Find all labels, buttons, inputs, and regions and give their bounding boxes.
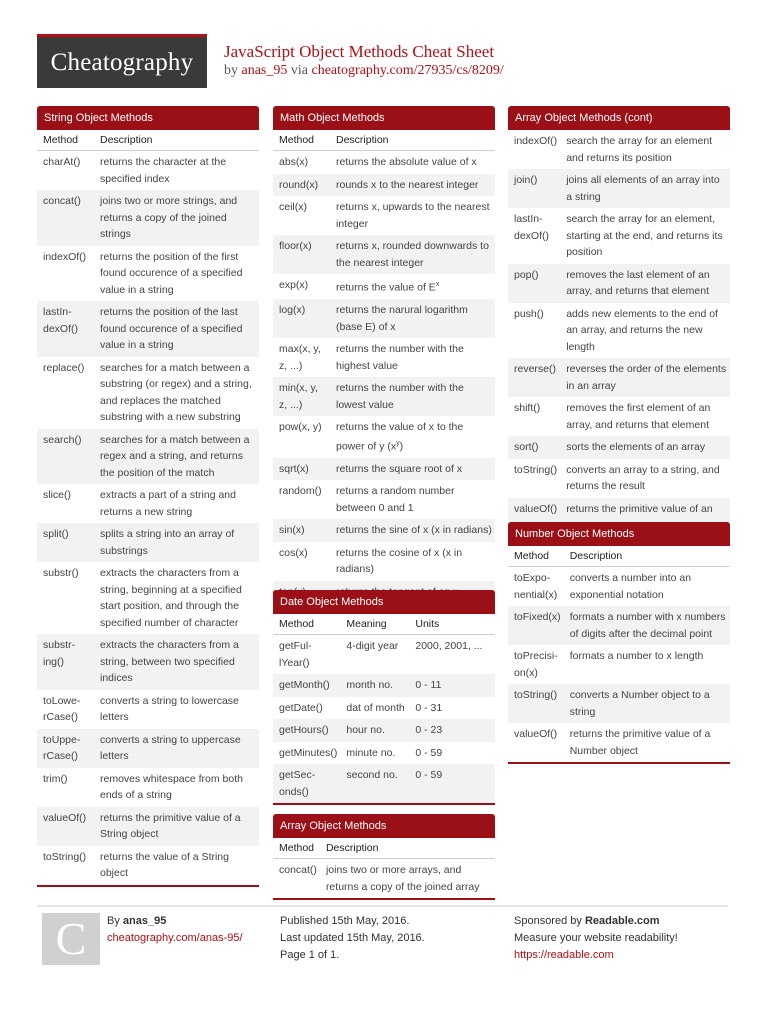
description-cell: adds new elements to the end of an array, and returns the new length — [560, 303, 730, 359]
description-cell: searches for a match between a regex and a string, and returns the position of the match — [94, 429, 259, 485]
section-array — [273, 814, 495, 900]
footer-author-name: anas_95 — [122, 915, 167, 927]
table-row — [273, 480, 495, 519]
table-row — [273, 151, 495, 174]
sponsored-label: Sponsored by — [514, 915, 582, 927]
updated-date: Last updated 15th May, 2016. — [280, 932, 425, 944]
description-cell: extracts a part of a string and returns a new string — [94, 484, 259, 523]
table-header — [273, 838, 495, 859]
description-cell: returns x, rounded downwards to the nearest integer — [330, 235, 495, 274]
method-name: toFixed(x) — [508, 606, 564, 645]
description-cell: formats a number with x numbers of digits after the decimal point — [564, 606, 730, 645]
table-row — [508, 606, 730, 645]
table-row — [37, 190, 259, 246]
units-cell: 0 - 31 — [409, 697, 495, 720]
array-cont-methods-table — [508, 130, 730, 537]
description-cell: converts a string to lowercase letters — [94, 690, 259, 729]
method-name: valueOf() — [508, 723, 564, 762]
method-name: toString() — [508, 684, 564, 723]
published-date: Published 15th May, 2016. — [280, 915, 410, 927]
table-row — [273, 196, 495, 235]
units-cell: 2000, 2001, ... — [409, 635, 495, 675]
via-text: via — [290, 63, 308, 78]
description-cell: returns a random number between 0 and 1 — [330, 480, 495, 519]
description-cell: minute no. — [340, 742, 409, 765]
column-header: Method — [273, 130, 330, 151]
sponsor-name: Readable.com — [584, 915, 660, 927]
method-name: sin(x) — [273, 519, 330, 542]
footer-divider — [37, 905, 728, 907]
description-cell: joins two or more arrays, and returns a copy of the joined array — [320, 859, 495, 899]
method-name: indexOf() — [508, 130, 560, 169]
description-cell: second no. — [340, 764, 409, 803]
method-name: getMinutes() — [273, 742, 340, 765]
method-name: round(x) — [273, 174, 330, 197]
footer-author — [107, 913, 243, 947]
table-row — [37, 151, 259, 191]
table-row — [273, 697, 495, 720]
table-row — [37, 246, 259, 302]
table-row — [508, 397, 730, 436]
column-header: Method — [273, 614, 340, 635]
units-cell: 0 - 23 — [409, 719, 495, 742]
table-row — [273, 764, 495, 803]
section-date — [273, 590, 495, 805]
table-row — [273, 542, 495, 581]
table-header — [37, 130, 259, 151]
method-name: toExpo-nential(x) — [508, 567, 564, 607]
table-row — [37, 846, 259, 885]
table-row — [37, 634, 259, 690]
table-row — [273, 742, 495, 765]
table-row — [37, 523, 259, 562]
page-number: Page 1 of 1. — [280, 949, 340, 961]
description-cell: removes the last element of an array, and returns that element — [560, 264, 730, 303]
method-name: exp(x) — [273, 274, 330, 299]
description-cell: search the array for an element and returns its position — [560, 130, 730, 169]
column-header: Method — [273, 838, 320, 859]
section-title: Math Object Methods — [273, 106, 495, 130]
method-name: pow(x, y) — [273, 416, 330, 458]
section-divider — [273, 803, 495, 805]
description-cell: sorts the elements of an array — [560, 436, 730, 459]
description-cell: returns the primitive value of an — [560, 498, 730, 537]
page-title: JavaScript Object Methods Cheat Sheet — [224, 42, 495, 61]
method-name: floor(x) — [273, 235, 330, 274]
method-name: split() — [37, 523, 94, 562]
table-row — [508, 723, 730, 762]
description-cell: extracts the characters from a string, between two specified indices — [94, 634, 259, 690]
method-name: ceil(x) — [273, 196, 330, 235]
description-cell: returns the position of the last found occurence of a specified value in a string — [94, 301, 259, 357]
description-cell: returns the sine of x (x in radians) — [330, 519, 495, 542]
section-divider — [273, 898, 495, 900]
column-header: Description — [94, 130, 259, 151]
table-row — [273, 674, 495, 697]
array-methods-table — [273, 838, 495, 898]
description-cell: month no. — [340, 674, 409, 697]
section-divider — [37, 885, 259, 887]
method-name: concat() — [273, 859, 320, 899]
table-row — [37, 562, 259, 634]
method-name: cos(x) — [273, 542, 330, 581]
description-cell: returns the value of $E^x$ — [330, 274, 495, 299]
description-cell: returns x, upwards to the nearest integer — [330, 196, 495, 235]
method-name: push() — [508, 303, 560, 359]
column-header: Description — [564, 546, 730, 567]
description-cell: returns the position of the first found occurence of a specified value in a string — [94, 246, 259, 302]
description-cell: converts an array to a string, and returns the result — [560, 459, 730, 498]
column-header: Method — [508, 546, 564, 567]
method-name: join() — [508, 169, 560, 208]
section-title: Array Object Methods — [273, 814, 495, 838]
table-row — [273, 235, 495, 274]
sponsor-tagline: Measure your website readability! — [514, 932, 678, 944]
description-cell: dat of month — [340, 697, 409, 720]
method-name: getHours() — [273, 719, 340, 742]
table-row — [273, 299, 495, 338]
column-header: Method — [37, 130, 94, 151]
method-name: max(x, y, z, ...) — [273, 338, 330, 377]
method-name: search() — [37, 429, 94, 485]
table-header — [273, 614, 495, 635]
table-row — [273, 859, 495, 899]
description-cell: search the array for an element, starting at the end, and returns its position — [560, 208, 730, 264]
table-row — [508, 459, 730, 498]
description-cell: returns the narural logarithm (base E) of x — [330, 299, 495, 338]
section-title: Date Object Methods — [273, 590, 495, 614]
description-cell: joins all elements of an array into a string — [560, 169, 730, 208]
description-cell: returns the absolute value of x — [330, 151, 495, 174]
method-name: charAt() — [37, 151, 94, 191]
method-name: sort() — [508, 436, 560, 459]
table-row — [273, 274, 495, 299]
sheet-url-link[interactable]: cheatography.com/27935/cs/8209/ — [311, 63, 504, 78]
method-name: getSec-onds() — [273, 764, 340, 803]
method-name: random() — [273, 480, 330, 519]
method-name: getDate() — [273, 697, 340, 720]
column-header: Meaning — [340, 614, 409, 635]
units-cell: 0 - 11 — [409, 674, 495, 697]
table-header — [273, 130, 495, 151]
author-profile-link[interactable]: cheatography.com/anas-95/ — [107, 932, 243, 944]
table-row — [37, 484, 259, 523]
units-cell: 0 - 59 — [409, 764, 495, 803]
table-row — [273, 458, 495, 481]
method-name: trim() — [37, 768, 94, 807]
method-name: shift() — [508, 397, 560, 436]
author-link[interactable]: anas_95 — [241, 63, 288, 78]
number-methods-table — [508, 546, 730, 762]
logo-text: Cheatography — [50, 49, 194, 76]
method-name: toString() — [37, 846, 94, 885]
column-header: Description — [320, 838, 495, 859]
description-cell: converts a string to uppercase letters — [94, 729, 259, 768]
method-name: getFul-lYear() — [273, 635, 340, 675]
column-header: Units — [409, 614, 495, 635]
method-name: indexOf() — [37, 246, 94, 302]
method-name: lastIn-dexOf() — [508, 208, 560, 264]
method-name: concat() — [37, 190, 94, 246]
method-name: toString() — [508, 459, 560, 498]
description-cell: rounds x to the nearest integer — [330, 174, 495, 197]
table-row — [273, 416, 495, 458]
string-methods-table — [37, 130, 259, 885]
description-cell: returns the primitive value of a Number object — [564, 723, 730, 762]
description-cell: searches for a match between a substring (or regex) and a string, and replaces the matched substring with a new substring — [94, 357, 259, 429]
header-byline — [224, 63, 504, 79]
table-row — [37, 807, 259, 846]
method-name: substr() — [37, 562, 94, 634]
section-number — [508, 522, 730, 764]
description-cell: returns the cosine of x (x in radians) — [330, 542, 495, 581]
by-prefix: by — [224, 63, 238, 78]
table-row — [508, 567, 730, 607]
table-row — [273, 519, 495, 542]
description-cell: splits a string into an array of substrings — [94, 523, 259, 562]
method-name: abs(x) — [273, 151, 330, 174]
footer-dates — [280, 913, 425, 964]
section-title: String Object Methods — [37, 106, 259, 130]
footer-sponsor — [514, 913, 678, 964]
section-string — [37, 106, 259, 887]
table-row — [37, 357, 259, 429]
description-cell: returns the number with the lowest value — [330, 377, 495, 416]
description-cell: returns the primitive value of a String object — [94, 807, 259, 846]
author-avatar[interactable]: C — [42, 913, 100, 965]
section-math — [273, 106, 495, 605]
date-methods-table — [273, 614, 495, 803]
table-row — [37, 729, 259, 768]
method-name: toUppe-rCase() — [37, 729, 94, 768]
table-row — [37, 429, 259, 485]
description-cell: returns the value of a String object — [94, 846, 259, 885]
method-name: valueOf() — [508, 498, 560, 537]
description-cell: converts a number into an exponential notation — [564, 567, 730, 607]
description-cell: removes whitespace from both ends of a string — [94, 768, 259, 807]
table-row — [273, 635, 495, 675]
section-divider — [508, 762, 730, 764]
table-row — [508, 130, 730, 169]
table-row — [37, 690, 259, 729]
table-row — [37, 768, 259, 807]
table-row — [508, 684, 730, 723]
description-cell: returns the number with the highest value — [330, 338, 495, 377]
method-name: slice() — [37, 484, 94, 523]
method-name: replace() — [37, 357, 94, 429]
method-name: pop() — [508, 264, 560, 303]
method-name: toLowe-rCase() — [37, 690, 94, 729]
method-name: valueOf() — [37, 807, 94, 846]
section-array-cont — [508, 106, 730, 539]
method-name: toPrecisi-on(x) — [508, 645, 564, 684]
description-cell: extracts the characters from a string, beginning at a specified start position, and through the specified number of character — [94, 562, 259, 634]
table-header — [508, 546, 730, 567]
table-row — [508, 303, 730, 359]
table-row — [508, 169, 730, 208]
description-cell: returns the character at the specified index — [94, 151, 259, 191]
method-name: reverse() — [508, 358, 560, 397]
table-row — [273, 338, 495, 377]
description-cell: reverses the order of the elements in an array — [560, 358, 730, 397]
description-cell: formats a number to x length — [564, 645, 730, 684]
description-cell: removes the first element of an array, and returns that element — [560, 397, 730, 436]
method-name: getMonth() — [273, 674, 340, 697]
table-row — [508, 208, 730, 264]
description-cell: converts a Number object to a string — [564, 684, 730, 723]
column-header: Description — [330, 130, 495, 151]
cheatography-logo[interactable] — [37, 34, 207, 88]
description-cell: 4-digit year — [340, 635, 409, 675]
method-name: log(x) — [273, 299, 330, 338]
method-name: min(x, y, z, ...) — [273, 377, 330, 416]
method-name: substr-ing() — [37, 634, 94, 690]
sponsor-link[interactable]: https://readable.com — [514, 949, 614, 961]
section-title: Number Object Methods — [508, 522, 730, 546]
method-name: lastIn-dexOf() — [37, 301, 94, 357]
description-cell: returns the value of x to the power of y $(x^y)$ — [330, 416, 495, 458]
table-row — [273, 719, 495, 742]
method-name: sqrt(x) — [273, 458, 330, 481]
units-cell: 0 - 59 — [409, 742, 495, 765]
by-label: By — [107, 915, 120, 927]
description-cell: returns the square root of x — [330, 458, 495, 481]
table-row — [273, 174, 495, 197]
math-methods-table — [273, 130, 495, 603]
table-row — [508, 264, 730, 303]
table-row — [508, 436, 730, 459]
table-row — [508, 645, 730, 684]
table-row — [508, 358, 730, 397]
description-cell: joins two or more strings, and returns a copy of the joined strings — [94, 190, 259, 246]
table-row — [273, 377, 495, 416]
table-row — [37, 301, 259, 357]
description-cell: hour no. — [340, 719, 409, 742]
section-title: Array Object Methods (cont) — [508, 106, 730, 130]
